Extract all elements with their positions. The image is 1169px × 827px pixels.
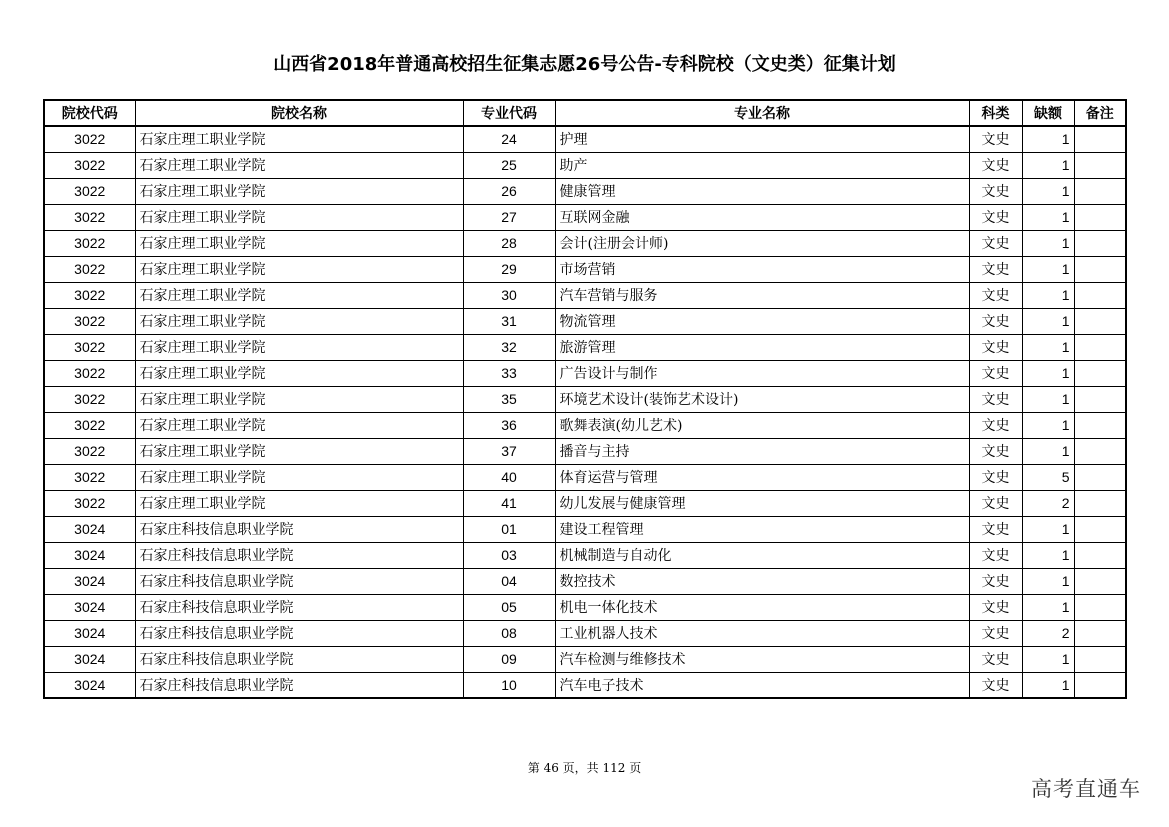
header-school-name: 院校名称 [135,100,463,126]
table-row [44,152,1126,178]
cell-kind: 文史 [969,230,1022,256]
table-row [44,204,1126,230]
cell-school-code: 3022 [44,178,135,204]
cell-vacancy: 1 [1022,386,1074,412]
cell-major-code: 33 [463,360,555,386]
cell-school-code: 3022 [44,464,135,490]
table-row [44,308,1126,334]
cell-vacancy: 1 [1022,334,1074,360]
cell-note [1074,386,1126,412]
cell-vacancy: 1 [1022,568,1074,594]
cell-kind: 文史 [969,542,1022,568]
cell-vacancy: 1 [1022,126,1074,152]
cell-vacancy: 1 [1022,646,1074,672]
table-row [44,386,1126,412]
cell-school-code: 3022 [44,438,135,464]
cell-note [1074,308,1126,334]
table-row [44,282,1126,308]
cell-major-code: 25 [463,152,555,178]
cell-major-code: 27 [463,204,555,230]
cell-major-code: 32 [463,334,555,360]
watermark: 高考直通车 [1031,777,1141,801]
cell-major-code: 41 [463,490,555,516]
page-footer: 第 46 页，共 112 页 [527,761,642,775]
cell-school-code: 3022 [44,152,135,178]
table-row [44,568,1126,594]
cell-major-name: 市场营销 [555,256,969,282]
cell-kind: 文史 [969,412,1022,438]
cell-school-name: 石家庄理工职业学院 [135,152,463,178]
cell-note [1074,178,1126,204]
cell-school-code: 3022 [44,230,135,256]
cell-kind: 文史 [969,152,1022,178]
header-vacancy: 缺额 [1022,100,1074,126]
cell-school-name: 石家庄科技信息职业学院 [135,594,463,620]
cell-major-code: 04 [463,568,555,594]
table-row [44,646,1126,672]
header-note: 备注 [1074,100,1126,126]
cell-school-name: 石家庄科技信息职业学院 [135,646,463,672]
cell-major-name: 幼儿发展与健康管理 [555,490,969,516]
cell-major-code: 28 [463,230,555,256]
cell-school-code: 3024 [44,542,135,568]
table-row [44,620,1126,646]
table-row [44,178,1126,204]
cell-vacancy: 1 [1022,308,1074,334]
cell-note [1074,282,1126,308]
cell-kind: 文史 [969,464,1022,490]
table-row [44,438,1126,464]
page-title: 山西省2018年普通高校招生征集志愿26号公告-专科院校（文史类）征集计划 [273,54,896,75]
cell-kind: 文史 [969,516,1022,542]
cell-kind: 文史 [969,360,1022,386]
cell-major-code: 01 [463,516,555,542]
table-row [44,230,1126,256]
table-row [44,672,1126,698]
table-row [44,516,1126,542]
cell-major-code: 30 [463,282,555,308]
cell-major-name: 建设工程管理 [555,516,969,542]
cell-school-code: 3022 [44,282,135,308]
table-row [44,490,1126,516]
cell-school-name: 石家庄理工职业学院 [135,126,463,152]
header-school-code: 院校代码 [44,100,135,126]
cell-school-name: 石家庄理工职业学院 [135,204,463,230]
cell-kind: 文史 [969,178,1022,204]
cell-note [1074,646,1126,672]
cell-major-name: 会计(注册会计师) [555,230,969,256]
cell-school-code: 3022 [44,490,135,516]
cell-major-name: 机电一体化技术 [555,594,969,620]
cell-major-name: 互联网金融 [555,204,969,230]
cell-school-code: 3022 [44,334,135,360]
cell-school-name: 石家庄科技信息职业学院 [135,516,463,542]
cell-major-name: 机械制造与自动化 [555,542,969,568]
cell-school-code: 3022 [44,412,135,438]
cell-school-name: 石家庄科技信息职业学院 [135,568,463,594]
cell-vacancy: 1 [1022,438,1074,464]
cell-note [1074,516,1126,542]
cell-major-name: 物流管理 [555,308,969,334]
cell-school-name: 石家庄理工职业学院 [135,412,463,438]
cell-major-name: 健康管理 [555,178,969,204]
cell-school-name: 石家庄理工职业学院 [135,386,463,412]
cell-note [1074,490,1126,516]
header-major-name: 专业名称 [555,100,969,126]
cell-school-name: 石家庄理工职业学院 [135,464,463,490]
cell-school-name: 石家庄理工职业学院 [135,256,463,282]
cell-kind: 文史 [969,620,1022,646]
cell-note [1074,204,1126,230]
cell-vacancy: 1 [1022,178,1074,204]
cell-major-name: 汽车营销与服务 [555,282,969,308]
table-row [44,464,1126,490]
cell-note [1074,438,1126,464]
cell-note [1074,152,1126,178]
cell-major-code: 36 [463,412,555,438]
cell-major-code: 08 [463,620,555,646]
cell-note [1074,230,1126,256]
cell-school-code: 3022 [44,386,135,412]
cell-school-name: 石家庄科技信息职业学院 [135,620,463,646]
cell-vacancy: 1 [1022,152,1074,178]
cell-major-name: 数控技术 [555,568,969,594]
cell-major-code: 05 [463,594,555,620]
cell-major-code: 24 [463,126,555,152]
cell-major-name: 汽车电子技术 [555,672,969,698]
cell-vacancy: 1 [1022,542,1074,568]
cell-major-code: 40 [463,464,555,490]
table-row [44,256,1126,282]
cell-kind: 文史 [969,256,1022,282]
cell-note [1074,412,1126,438]
table-row [44,594,1126,620]
cell-school-name: 石家庄理工职业学院 [135,178,463,204]
cell-major-name: 护理 [555,126,969,152]
table-row [44,126,1126,152]
header-major-code: 专业代码 [463,100,555,126]
cell-major-code: 37 [463,438,555,464]
cell-note [1074,334,1126,360]
cell-major-name: 环境艺术设计(装饰艺术设计) [555,386,969,412]
cell-vacancy: 1 [1022,230,1074,256]
cell-school-name: 石家庄理工职业学院 [135,282,463,308]
cell-vacancy: 1 [1022,594,1074,620]
cell-kind: 文史 [969,594,1022,620]
cell-note [1074,672,1126,698]
cell-major-name: 汽车检测与维修技术 [555,646,969,672]
cell-kind: 文史 [969,204,1022,230]
cell-school-code: 3024 [44,620,135,646]
cell-kind: 文史 [969,568,1022,594]
cell-note [1074,256,1126,282]
cell-kind: 文史 [969,672,1022,698]
cell-note [1074,464,1126,490]
cell-major-code: 29 [463,256,555,282]
cell-kind: 文史 [969,308,1022,334]
cell-school-code: 3022 [44,360,135,386]
cell-major-name: 体育运营与管理 [555,464,969,490]
table-row [44,542,1126,568]
cell-major-name: 旅游管理 [555,334,969,360]
cell-school-name: 石家庄理工职业学院 [135,334,463,360]
cell-school-code: 3022 [44,256,135,282]
cell-school-name: 石家庄理工职业学院 [135,360,463,386]
cell-vacancy: 1 [1022,256,1074,282]
cell-kind: 文史 [969,126,1022,152]
cell-vacancy: 1 [1022,282,1074,308]
cell-vacancy: 1 [1022,516,1074,542]
cell-kind: 文史 [969,490,1022,516]
cell-school-code: 3024 [44,646,135,672]
cell-note [1074,360,1126,386]
cell-note [1074,126,1126,152]
cell-kind: 文史 [969,646,1022,672]
cell-vacancy: 1 [1022,360,1074,386]
cell-kind: 文史 [969,438,1022,464]
table-row [44,412,1126,438]
cell-school-code: 3024 [44,672,135,698]
cell-major-name: 播音与主持 [555,438,969,464]
cell-vacancy: 2 [1022,620,1074,646]
cell-vacancy: 1 [1022,672,1074,698]
cell-school-code: 3024 [44,568,135,594]
cell-kind: 文史 [969,386,1022,412]
cell-vacancy: 1 [1022,412,1074,438]
cell-school-code: 3022 [44,126,135,152]
cell-school-name: 石家庄理工职业学院 [135,308,463,334]
cell-school-name: 石家庄科技信息职业学院 [135,672,463,698]
table-row [44,360,1126,386]
table-header-row [44,100,1126,126]
cell-school-name: 石家庄理工职业学院 [135,230,463,256]
cell-note [1074,542,1126,568]
cell-vacancy: 2 [1022,490,1074,516]
cell-kind: 文史 [969,334,1022,360]
cell-note [1074,594,1126,620]
cell-major-code: 26 [463,178,555,204]
header-kind: 科类 [969,100,1022,126]
cell-school-code: 3022 [44,308,135,334]
cell-school-code: 3024 [44,594,135,620]
cell-major-code: 35 [463,386,555,412]
cell-major-name: 歌舞表演(幼儿艺术) [555,412,969,438]
table-row [44,334,1126,360]
cell-school-code: 3024 [44,516,135,542]
cell-major-code: 31 [463,308,555,334]
enrollment-table [43,99,1127,699]
cell-major-name: 广告设计与制作 [555,360,969,386]
cell-major-code: 10 [463,672,555,698]
cell-school-name: 石家庄理工职业学院 [135,490,463,516]
cell-school-name: 石家庄科技信息职业学院 [135,542,463,568]
cell-vacancy: 1 [1022,204,1074,230]
cell-school-code: 3022 [44,204,135,230]
cell-school-name: 石家庄理工职业学院 [135,438,463,464]
cell-note [1074,620,1126,646]
cell-vacancy: 5 [1022,464,1074,490]
cell-major-name: 助产 [555,152,969,178]
cell-note [1074,568,1126,594]
cell-major-name: 工业机器人技术 [555,620,969,646]
cell-kind: 文史 [969,282,1022,308]
cell-major-code: 09 [463,646,555,672]
cell-major-code: 03 [463,542,555,568]
